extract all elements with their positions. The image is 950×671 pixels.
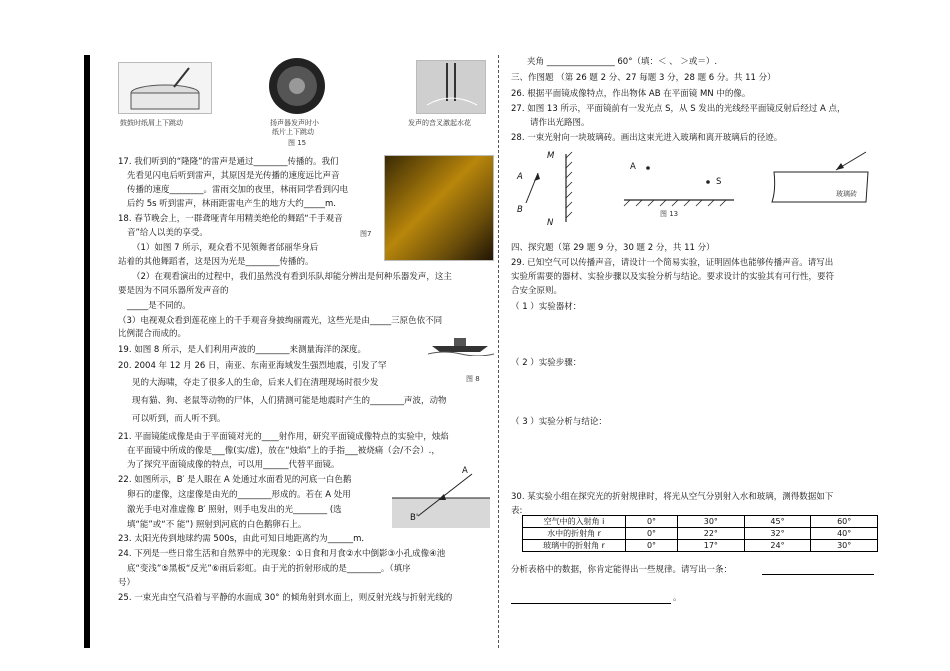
q18-line-1: 18. 春节晚会上，一群聋哑青年用精美绝伦的舞蹈“千手观音 xyxy=(118,214,343,224)
section-4-heading: 四、探究题（第 29 题 9 分，30 题 2 分，共 11 分） xyxy=(511,243,715,253)
drum-figure xyxy=(118,62,212,114)
binding-margin-bar xyxy=(84,55,90,648)
q22-line-4: 填“能”或“不 能”) 照射到河底的白色鹅卵石上。 xyxy=(127,520,307,530)
section-3-heading: 三、作图题 （第 26 题 2 分、27 每题 3 分，28 题 6 分。共 11 分） xyxy=(511,73,776,83)
q17-line-4: 后约 5s 听到雷声，林雨距雷电产生的地方大约_____m. xyxy=(127,199,336,209)
table-cell: 22° xyxy=(678,528,745,540)
fig22-water-diagram xyxy=(392,468,490,528)
q21-line-2: 在平面镜中所成的像是___像(实/虚)，放在“烛焰”上的手指___被烧痛（会/不会）.， xyxy=(127,446,440,456)
speaker-drawing xyxy=(262,56,332,116)
table-cell: 水中的折射角 r xyxy=(523,528,626,540)
fig13-svg xyxy=(620,150,740,220)
q18-line-5: （2）在观看演出的过程中，我们虽然没有看到乐队却能分辨出是何种乐器发声，这主 xyxy=(132,272,452,282)
q30-line-1: 30. 某实验小组在探究光的折射规律时，将光从空气分别射入水和玻璃，测得数据如下 xyxy=(511,492,834,502)
fig22-svg xyxy=(392,468,490,528)
q21-line-3: 为了探究平面镜成像的特点，可以用______代替平面镜。 xyxy=(127,460,340,470)
q20-line-3: 现有猫、狗、老鼠等动物的尸体，人们猜测可能是地震时产生的________声波，动物 xyxy=(132,396,447,406)
mirror-label-n: N xyxy=(547,218,554,228)
q25-line-1: 25. 一束光由空气沿着与平静的水面成 30° 的倾角射到水面上，则反射光线与折射光线的 xyxy=(118,593,453,603)
fig13-label-s: S xyxy=(716,177,722,187)
thousand-hand-guanyin-photo xyxy=(384,155,494,261)
fig13-label-a: A xyxy=(630,162,636,172)
fig7-label: 图7 xyxy=(360,230,372,238)
table-row xyxy=(523,516,878,528)
q30-prompt: 分析表格中的数据，你肯定能得出一些规律。请写出一条： xyxy=(511,565,733,575)
fig22-label-b: B' xyxy=(410,513,419,523)
arrow-label-b: B xyxy=(517,205,523,215)
table-cell: 30° xyxy=(811,540,878,552)
table-cell: 玻璃中的折射角 r xyxy=(523,540,626,552)
boat-sonar-svg xyxy=(428,332,494,356)
q24-line-3: 号） xyxy=(118,578,136,588)
q23-text: 23. 太阳光传到地球约需 500s，由此可知日地距离约为______m． xyxy=(118,534,370,544)
q29-line-1: 29. 已知空气可以传播声音，请设计一个简易实验，证明固体也能够传播声音。请写出 xyxy=(511,258,834,268)
fig8-boat-drawing xyxy=(428,332,494,356)
q18-line-9: 比例混合而成的。 xyxy=(118,329,187,339)
q21-line-1: 21. 平面镜能成像是由于平面镜对光的____射作用，研究平面镜成像特点的实验中，烛焰 xyxy=(118,432,449,442)
table-cell: 17° xyxy=(678,540,745,552)
q18-line-3: （1）如图 7 所示，观众看不见领舞者邰丽华身后 xyxy=(132,243,319,253)
table-cell: 0° xyxy=(626,540,678,552)
q30-period: 。 xyxy=(673,593,682,603)
table-cell: 32° xyxy=(744,528,811,540)
q18-line-2: 音”给人以美的享受。 xyxy=(127,228,208,238)
q22-line-1: 22. 如图所示，B′ 是人眼在 A 处通过水面看见的河底一白色鹅 xyxy=(118,475,352,485)
table-cell: 空气中的入射角 i xyxy=(523,516,626,528)
glass-brick-svg xyxy=(768,150,876,210)
q24-line-2: 底“变浅”⑤黑板“反光”⑥雨后彩虹。由于光的折射形成的是________。（填序 xyxy=(127,564,411,574)
drum-drawing xyxy=(119,63,211,113)
q18-line-8: （3）电视观众看到莲花座上的千手观音身披绚丽霞光，这些光是由_____三原色依不同 xyxy=(118,316,443,326)
q20-line-2: 见的大海啸，夺走了很多人的生命，后来人们在清理现场时很少发 xyxy=(132,378,379,388)
q17-line-2: 先看见闪电后听到雷声，其原因是光传播的速度远比声音 xyxy=(127,171,340,181)
q18-line-4: 站着的其他舞蹈者，这是因为光是________传播的。 xyxy=(118,257,314,267)
fig15-caption-1: 鼓鼓时纸屑上下跳动 xyxy=(120,119,183,127)
table-row xyxy=(523,540,878,552)
q28-text: 28. 一束光射向一块玻璃砖。画出这束光进入玻璃和离开玻璃后的径迹。 xyxy=(511,133,783,143)
fig13-label: 图 13 xyxy=(660,210,679,218)
fig15-caption-3: 发声的音叉激起水花 xyxy=(408,119,471,127)
q20-line-1: 20. 2004 年 12 月 26 日，南亚、东南亚海域发生强烈地震，引发了罕 xyxy=(118,361,387,371)
table-cell: 24° xyxy=(744,540,811,552)
q19-text: 19. 如图 8 所示，是人们利用声波的________来测量海洋的深度。 xyxy=(118,345,367,355)
q20-line-4: 可以听到，而人听不到。 xyxy=(132,414,226,424)
table-cell: 0° xyxy=(626,528,678,540)
q18-line-7: _____是不同的。 xyxy=(127,301,191,311)
q22-line-3: 激光手电对准虚像 B′ 照射，则手电发出的光________ (选 xyxy=(127,505,342,515)
q27-line-2: 请作出光路图。 xyxy=(530,118,590,128)
q24-line-1: 24. 下列是一些日常生活和自然界中的光现象：①日食和月食②水中倒影③小孔成像④池 xyxy=(118,549,446,559)
q25-continuation: 夹角 ________________ 60°（填：＜ 、 ＞或＝）. xyxy=(527,57,718,67)
q18-line-6: 要是因为不同乐器所发声音的 xyxy=(118,286,229,296)
table-cell: 60° xyxy=(811,516,878,528)
q17-line-1: 17. 我们听到的“隆隆”的雷声是通过________传播的。我们 xyxy=(118,157,339,167)
fig15-caption-2a: 扬声器发声时小 xyxy=(270,119,319,127)
q17-line-3: 传播的速度________。雷雨交加的夜里，林雨同学看到闪电 xyxy=(127,185,349,195)
table-cell: 45° xyxy=(744,516,811,528)
q29-line-2: 实验所需要的器材、实验步骤以及实验分析与结论。要求设计的实验其有可行性，要符 xyxy=(511,272,835,282)
table-row xyxy=(523,528,878,540)
q30-line-2: 表: xyxy=(511,506,523,516)
fig8-label: 图 8 xyxy=(466,375,480,383)
speaker-figure xyxy=(262,56,332,116)
q30-answer-blank-1[interactable] xyxy=(762,574,874,575)
tuning-fork-figure xyxy=(416,60,486,114)
q29-part-2: （ 2 ）实验步骤： xyxy=(511,358,582,368)
fig15-caption-2b: 纸片上下跳动 xyxy=(272,128,314,136)
glass-brick-diagram xyxy=(768,150,876,210)
q29-line-3: 合安全原则。 xyxy=(511,286,563,296)
glass-brick-label: 玻璃砖 xyxy=(836,190,857,198)
fig22-label-a: A xyxy=(462,466,468,476)
mirror-label-m: M xyxy=(547,151,555,161)
fig13-diagram xyxy=(620,150,740,220)
q26-text: 26. 根据平面镜成像特点，作出物体 AB 在平面镜 MN 中的像。 xyxy=(511,89,751,99)
q29-part-3: （ 3 ）实验分析与结论： xyxy=(511,417,607,427)
q30-answer-blank-2[interactable] xyxy=(511,603,671,604)
column-divider xyxy=(498,55,499,648)
table-cell: 30° xyxy=(678,516,745,528)
fig15-label: 图 15 xyxy=(288,139,307,147)
q27-line-1: 27. 如图 13 所示，平面镜前有一发光点 S，从 S 发出的光线经平面镜反射后经过 A 点， xyxy=(511,104,846,114)
arrow-label-a: A xyxy=(517,172,523,182)
table-cell: 40° xyxy=(811,528,878,540)
refraction-data-table xyxy=(522,515,878,552)
q22-line-2: 卵石的虚像，这虚像是由光的________形成的。若在 A 处用 xyxy=(127,490,351,500)
table-cell: 0° xyxy=(626,516,678,528)
q29-part-1: （ 1 ）实验器材： xyxy=(511,302,582,312)
tuning-fork-drawing xyxy=(417,61,485,113)
